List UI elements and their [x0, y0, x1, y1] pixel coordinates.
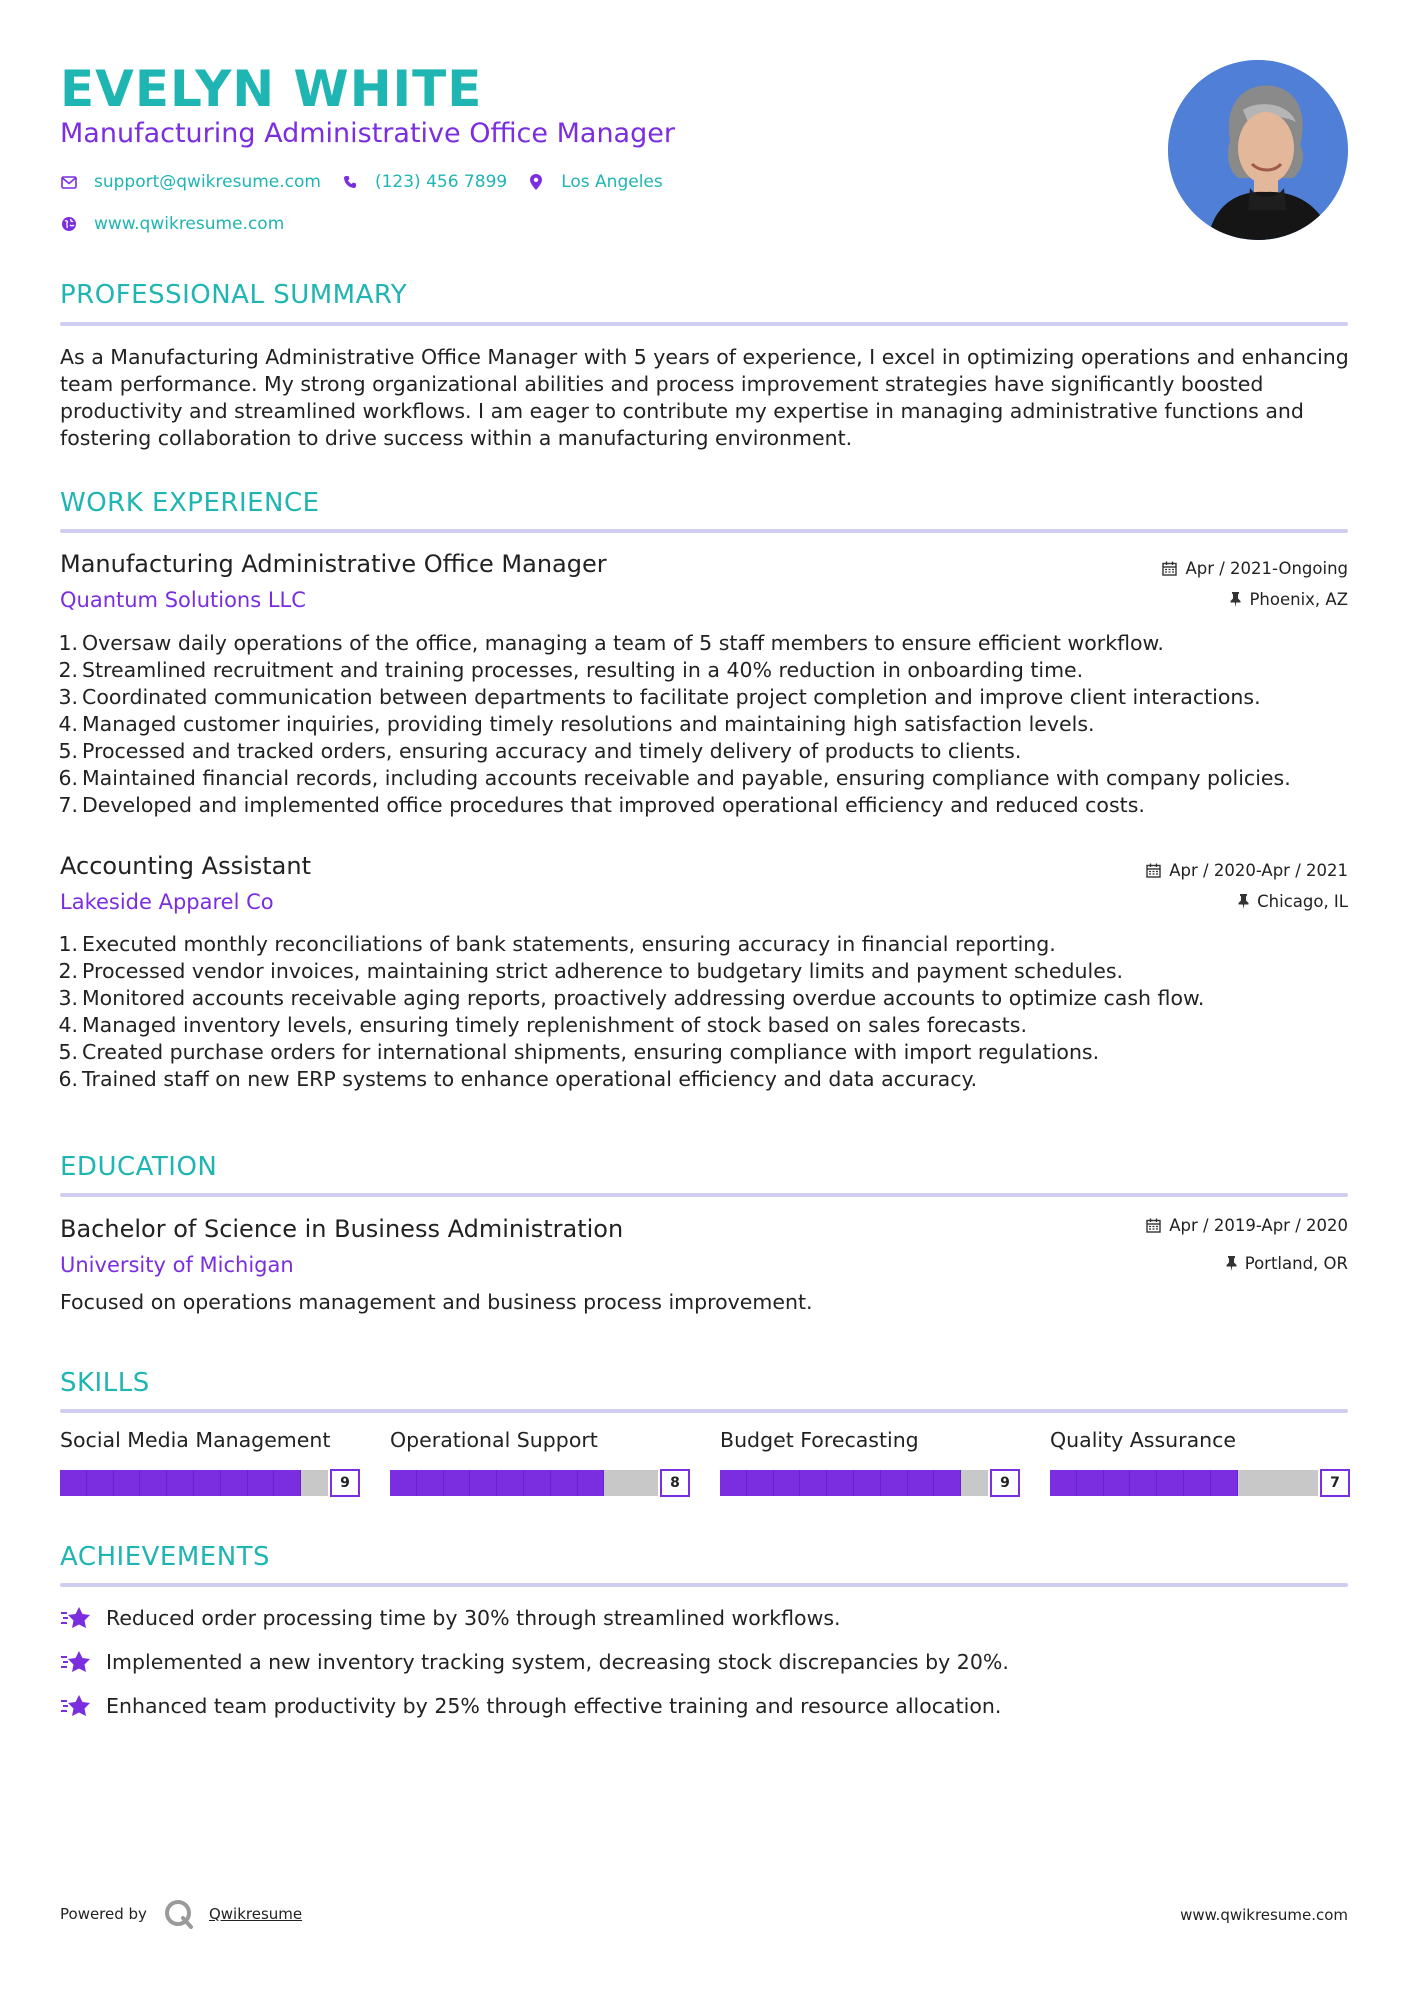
map-pin-icon [527, 173, 545, 191]
skill-segment [720, 1470, 747, 1496]
skill-segment [934, 1470, 961, 1496]
education-dates [1146, 1216, 1348, 1235]
qwikresume-logo-icon [163, 1898, 195, 1930]
location-text: Los Angeles [561, 172, 663, 192]
skill-name: Budget Forecasting [720, 1428, 919, 1452]
list-item: 3. Monitored accounts receivable aging reports, proactively addressing overdue accounts to optimize cash flow. [58, 986, 1205, 1010]
skill-segment [114, 1470, 141, 1496]
email-contact[interactable] [60, 172, 321, 192]
skill-segment [881, 1470, 908, 1496]
achievement-item [60, 1693, 1001, 1719]
list-item: 4. Managed inventory levels, ensuring timely replenishment of stock based on sales forecasts. [58, 1013, 1027, 1037]
skill-segment [87, 1470, 114, 1496]
brand-link[interactable]: Qwikresume [208, 1905, 303, 1923]
skill-segment [551, 1470, 578, 1496]
skill-segment [827, 1470, 854, 1496]
summary-text: As a Manufacturing Administrative Office Manager with 5 years of experience, I excel in optimizing operations and enhancing team performance. My strong organizational abilities and process improvement strategies have significantly boosted productivity and streamlined workflows. I am eager to contribute my expertise in managing administrative functions and fostering collaboration to drive success within a manufacturing environment. [60, 345, 1349, 450]
pushpin-icon [1226, 1256, 1237, 1271]
education-location [1226, 1254, 1348, 1273]
powered-by-label: Powered by [60, 1905, 147, 1923]
skill-item [1050, 1428, 1350, 1498]
candidate-name: EVELYN WHITE [60, 60, 483, 118]
email-text: support@qwikresume.com [94, 172, 321, 192]
skill-segments [390, 1470, 658, 1496]
mail-icon [60, 173, 78, 191]
skill-name: Quality Assurance [1050, 1428, 1237, 1452]
skill-segments [720, 1470, 988, 1496]
list-item: 5. Created purchase orders for international shipments, ensuring compliance with import regulations. [58, 1040, 1100, 1064]
skill-segment [497, 1470, 524, 1496]
skill-segment [390, 1470, 417, 1496]
website-contact[interactable] [60, 214, 284, 234]
skill-segment [248, 1470, 275, 1496]
calendar-icon [1162, 561, 1177, 576]
list-item: 1. Executed monthly reconciliations of bank statements, ensuring accuracy in financial reporting. [58, 932, 1056, 956]
skill-segment [417, 1470, 444, 1496]
skill-score: 9 [990, 1469, 1020, 1497]
education-dates-text: Apr / 2019-Apr / 2020 [1169, 1216, 1348, 1235]
skill-score: 7 [1320, 1469, 1350, 1497]
job-bullets [52, 630, 1352, 819]
job-bullets [52, 931, 1352, 1093]
skill-segment [854, 1470, 881, 1496]
skill-segment [961, 1470, 988, 1496]
skill-segment [1157, 1470, 1184, 1496]
achievement-text: Reduced order processing time by 30% through streamlined workflows. [106, 1606, 841, 1630]
achievement-item [60, 1649, 1009, 1675]
skill-name: Social Media Management [60, 1428, 331, 1452]
list-item: 7. Developed and implemented office procedures that improved operational efficiency and reduced costs. [58, 793, 1145, 817]
job-dates [1162, 559, 1348, 578]
skill-segment [274, 1470, 301, 1496]
section-divider [60, 1193, 1348, 1197]
skill-segment [1104, 1470, 1131, 1496]
skill-segment [631, 1470, 658, 1496]
job-dates [1146, 861, 1348, 880]
skill-segment [1130, 1470, 1157, 1496]
phone-icon [341, 173, 359, 191]
skill-segment [140, 1470, 167, 1496]
globe-icon [60, 215, 78, 233]
skill-segments [1050, 1470, 1318, 1496]
skill-segment [1050, 1470, 1077, 1496]
skill-segment [604, 1470, 631, 1496]
education-description: Focused on operations management and business process improvement. [60, 1290, 813, 1314]
education-school: University of Michigan [60, 1253, 294, 1277]
skill-segment [1211, 1470, 1238, 1496]
section-divider [60, 1583, 1348, 1587]
achievement-text: Enhanced team productivity by 25% through effective training and resource allocation. [106, 1694, 1002, 1718]
skill-segment [444, 1470, 471, 1496]
phone-contact[interactable] [341, 172, 507, 192]
skill-segment [60, 1470, 87, 1496]
website-text: www.qwikresume.com [94, 214, 285, 234]
job-location-text: Chicago, IL [1257, 892, 1348, 911]
skill-meter [60, 1468, 360, 1498]
achievements-heading: ACHIEVEMENTS [60, 1542, 271, 1572]
star-icon [60, 1605, 92, 1631]
skill-segment [1077, 1470, 1104, 1496]
experience-heading: WORK EXPERIENCE [60, 488, 320, 518]
job-location-text: Phoenix, AZ [1249, 590, 1348, 609]
footer-powered-by [60, 1898, 302, 1930]
skill-meter [1050, 1468, 1350, 1498]
list-item: 6. Maintained financial records, including accounts receivable and payable, ensuring compliance with company policies. [58, 766, 1291, 790]
skill-segment [747, 1470, 774, 1496]
skills-heading: SKILLS [60, 1368, 150, 1398]
job-company: Lakeside Apparel Co [60, 890, 274, 914]
star-icon [60, 1649, 92, 1675]
job-dates-text: Apr / 2021-Ongoing [1185, 559, 1348, 578]
skill-segment [524, 1470, 551, 1496]
skill-item [60, 1428, 360, 1498]
skill-meter [720, 1468, 1020, 1498]
skill-segment [908, 1470, 935, 1496]
education-heading: EDUCATION [60, 1152, 218, 1182]
list-item: 5. Processed and tracked orders, ensuring accuracy and timely delivery of products to clients. [58, 739, 1022, 763]
section-divider [60, 322, 1348, 326]
list-item: 2. Streamlined recruitment and training processes, resulting in a 40% reduction in onboarding time. [58, 658, 1084, 682]
skill-segment [194, 1470, 221, 1496]
summary-heading: PROFESSIONAL SUMMARY [60, 280, 408, 310]
skill-item [390, 1428, 690, 1498]
skill-segment [1291, 1470, 1318, 1496]
skill-meter [390, 1468, 690, 1498]
skill-item [720, 1428, 1020, 1498]
skill-segment [221, 1470, 248, 1496]
education-degree: Bachelor of Science in Business Administration [60, 1215, 624, 1243]
phone-text: (123) 456 7899 [374, 172, 508, 192]
list-item: 6. Trained staff on new ERP systems to enhance operational efficiency and data accuracy. [58, 1067, 978, 1091]
skill-segment [1184, 1470, 1211, 1496]
skill-segment [301, 1470, 328, 1496]
list-item: 4. Managed customer inquiries, providing timely resolutions and maintaining high satisfaction levels. [58, 712, 1095, 736]
job-role: Accounting Assistant [60, 852, 311, 880]
skill-segments [60, 1470, 328, 1496]
job-dates-text: Apr / 2020-Apr / 2021 [1169, 861, 1348, 880]
achievement-text: Implemented a new inventory tracking system, decreasing stock discrepancies by 20%. [106, 1650, 1009, 1674]
job-location [1238, 892, 1348, 911]
skill-segment [470, 1470, 497, 1496]
list-item: 3. Coordinated communication between departments to facilitate project completion and improve client interactions. [58, 685, 1261, 709]
section-divider [60, 1409, 1348, 1413]
skills-list [60, 1428, 1350, 1498]
pushpin-icon [1230, 592, 1241, 607]
job-location [1230, 590, 1348, 609]
job-company: Quantum Solutions LLC [60, 588, 306, 612]
education-location-text: Portland, OR [1244, 1254, 1348, 1273]
skill-name: Operational Support [390, 1428, 598, 1452]
skill-segment [774, 1470, 801, 1496]
section-divider [60, 529, 1348, 533]
list-item: 2. Processed vendor invoices, maintaining strict adherence to budgetary limits and payment schedules. [58, 959, 1124, 983]
skill-score: 9 [330, 1469, 360, 1497]
contact-row [60, 172, 683, 192]
skill-segment [1264, 1470, 1291, 1496]
job-role: Manufacturing Administrative Office Manager [60, 550, 607, 578]
footer-url[interactable]: www.qwikresume.com [1180, 1906, 1348, 1924]
star-icon [60, 1693, 92, 1719]
candidate-title: Manufacturing Administrative Office Manager [60, 118, 675, 149]
skill-segment [800, 1470, 827, 1496]
list-item: 1. Oversaw daily operations of the office, managing a team of 5 staff members to ensure efficient workflow. [58, 631, 1164, 655]
profile-photo [1168, 60, 1348, 240]
skill-score: 8 [660, 1469, 690, 1497]
skill-segment [1238, 1470, 1265, 1496]
calendar-icon [1146, 863, 1161, 878]
calendar-icon [1146, 1218, 1161, 1233]
location-contact [527, 172, 663, 192]
pushpin-icon [1238, 894, 1249, 909]
skill-segment [167, 1470, 194, 1496]
skill-segment [578, 1470, 605, 1496]
achievement-item [60, 1605, 841, 1631]
